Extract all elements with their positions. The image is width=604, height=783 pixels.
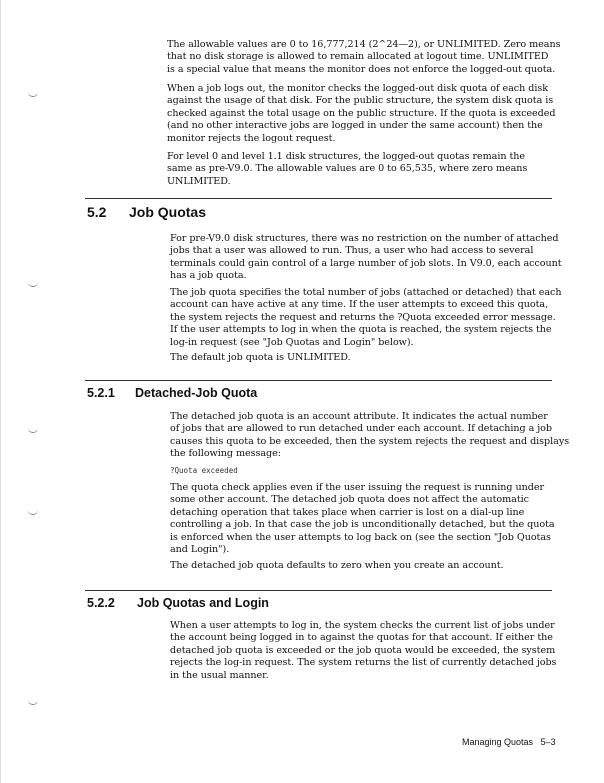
text-line: rejects the log-in request. The system returns the list of currently detached jobs: [170, 657, 557, 669]
paragraph: [170, 352, 351, 364]
text-line: log-in request (see "Job Quotas and Login" below).: [170, 336, 414, 348]
paragraph: [170, 411, 569, 461]
subsection-heading: [87, 596, 269, 610]
text-line: terminals could gain control of a large number of job slots. In V9.0, each account: [170, 257, 562, 269]
text-line: against the usage of that disk. For the public structure, the system disk quota is: [167, 95, 554, 107]
paragraph: [170, 482, 555, 556]
text-line: The detached job quota is an account attribute. It indicates the actual number: [170, 411, 548, 422]
text-line: and Login").: [170, 544, 230, 556]
section-number: 5.2.2: [87, 596, 115, 610]
text-line: some other account. The detached job quota does not affect the automatic: [170, 494, 529, 506]
section-title: Detached-Job Quota: [135, 386, 258, 400]
text-line: detaching operation that takes place when carrier is lost on a dial-up line: [170, 506, 525, 518]
text-line: controlling a job. In that case the job is unconditionally detached, but the quota: [170, 519, 555, 531]
paragraph: [170, 560, 504, 572]
text-line: is a special value that means the monitor does not enforce the logged-out quota.: [167, 63, 556, 75]
text-line: account can have active at any time. If the user attempts to exceed this quota,: [170, 299, 549, 311]
footer-chapter: Managing Quotas: [462, 737, 534, 747]
section-divider: [85, 380, 552, 381]
paragraph: [170, 620, 556, 682]
section-number: 5.2: [87, 204, 107, 220]
error-message-example: ?Quota exceeded: [170, 466, 238, 475]
text-line: When a job logs out, the monitor checks the logged-out disk quota of each disk: [167, 83, 549, 94]
text-line: For pre-V9.0 disk structures, there was no restriction on the number of attached: [170, 233, 559, 244]
text-line: The quota check applies even if the user issuing the request is running under: [170, 482, 545, 493]
paragraph: [167, 83, 555, 145]
text-line: detached job quota is exceeded or the job quota would be exceeded, the system: [170, 644, 556, 656]
text-line: The job quota specifies the total number of jobs (attached or detached) that each: [170, 287, 562, 298]
text-line: that no disk storage is allowed to remain allocated at logout time. UNLIMITED: [167, 51, 549, 63]
text-line: If the user attempts to log in when the quota is reached, the system rejects the: [170, 324, 552, 336]
text-line: has a job quota.: [170, 270, 247, 282]
text-line: The detached job quota defaults to zero when you create an account.: [170, 560, 504, 571]
text-line: causes this quota to be exceeded, then the system rejects the request and displays: [170, 435, 570, 447]
paragraph: [170, 233, 562, 283]
section-number: 5.2.1: [87, 386, 115, 400]
scan-edge: [0, 0, 1, 783]
text-line: monitor rejects the logout request.: [167, 132, 336, 144]
text-line: of jobs that are allowed to run detached under each account. If detaching a job: [170, 423, 552, 435]
text-line: same as pre-V9.0. The allowable values are 0 to 65,535, where zero means: [167, 163, 528, 175]
text-line: jobs that a user was allowed to run. Thus, a user who had access to several: [170, 245, 534, 257]
page-number: 5–3: [540, 737, 556, 747]
subsection-heading: [87, 386, 257, 400]
page-footer: [462, 737, 556, 747]
text-line: the system rejects the request and returns the ?Quota exceeded error message.: [170, 311, 556, 323]
section-divider: [85, 590, 552, 591]
paragraph: [167, 39, 560, 76]
text-line: When a user attempts to log in, the system checks the current list of jobs under: [170, 620, 555, 631]
text-line: the account being logged in to against the quotas for that account. If either the: [170, 632, 553, 644]
text-line: checked against the total usage on the public structure. If the quota is exceeded: [167, 107, 556, 119]
paragraph: [170, 287, 562, 349]
text-line: in the usual manner.: [170, 669, 269, 681]
text-line: The allowable values are 0 to 16,777,214 (2^24—2), or UNLIMITED. Zero means: [167, 39, 561, 50]
hole-punch-mark: [28, 92, 38, 97]
text-line: UNLIMITED.: [167, 175, 231, 187]
text-line: For level 0 and level 1.1 disk structures, the logged-out quotas remain the: [167, 151, 526, 162]
section-title: Job Quotas and Login: [137, 596, 269, 610]
section-title: Job Quotas: [129, 204, 207, 220]
section-divider: [85, 198, 552, 199]
text-line: The default job quota is UNLIMITED.: [170, 352, 351, 363]
text-line: (and no other interactive jobs are logged in under the same account) then the: [167, 120, 543, 132]
hole-punch-mark: [28, 700, 38, 705]
hole-punch-mark: [28, 428, 38, 433]
hole-punch-mark: [28, 282, 38, 287]
text-line: the following message:: [170, 448, 281, 460]
paragraph: [167, 151, 527, 188]
hole-punch-mark: [28, 510, 38, 515]
text-line: is enforced when the user attempts to log back on (see the section "Job Quotas: [170, 531, 551, 543]
section-heading: [87, 204, 206, 220]
